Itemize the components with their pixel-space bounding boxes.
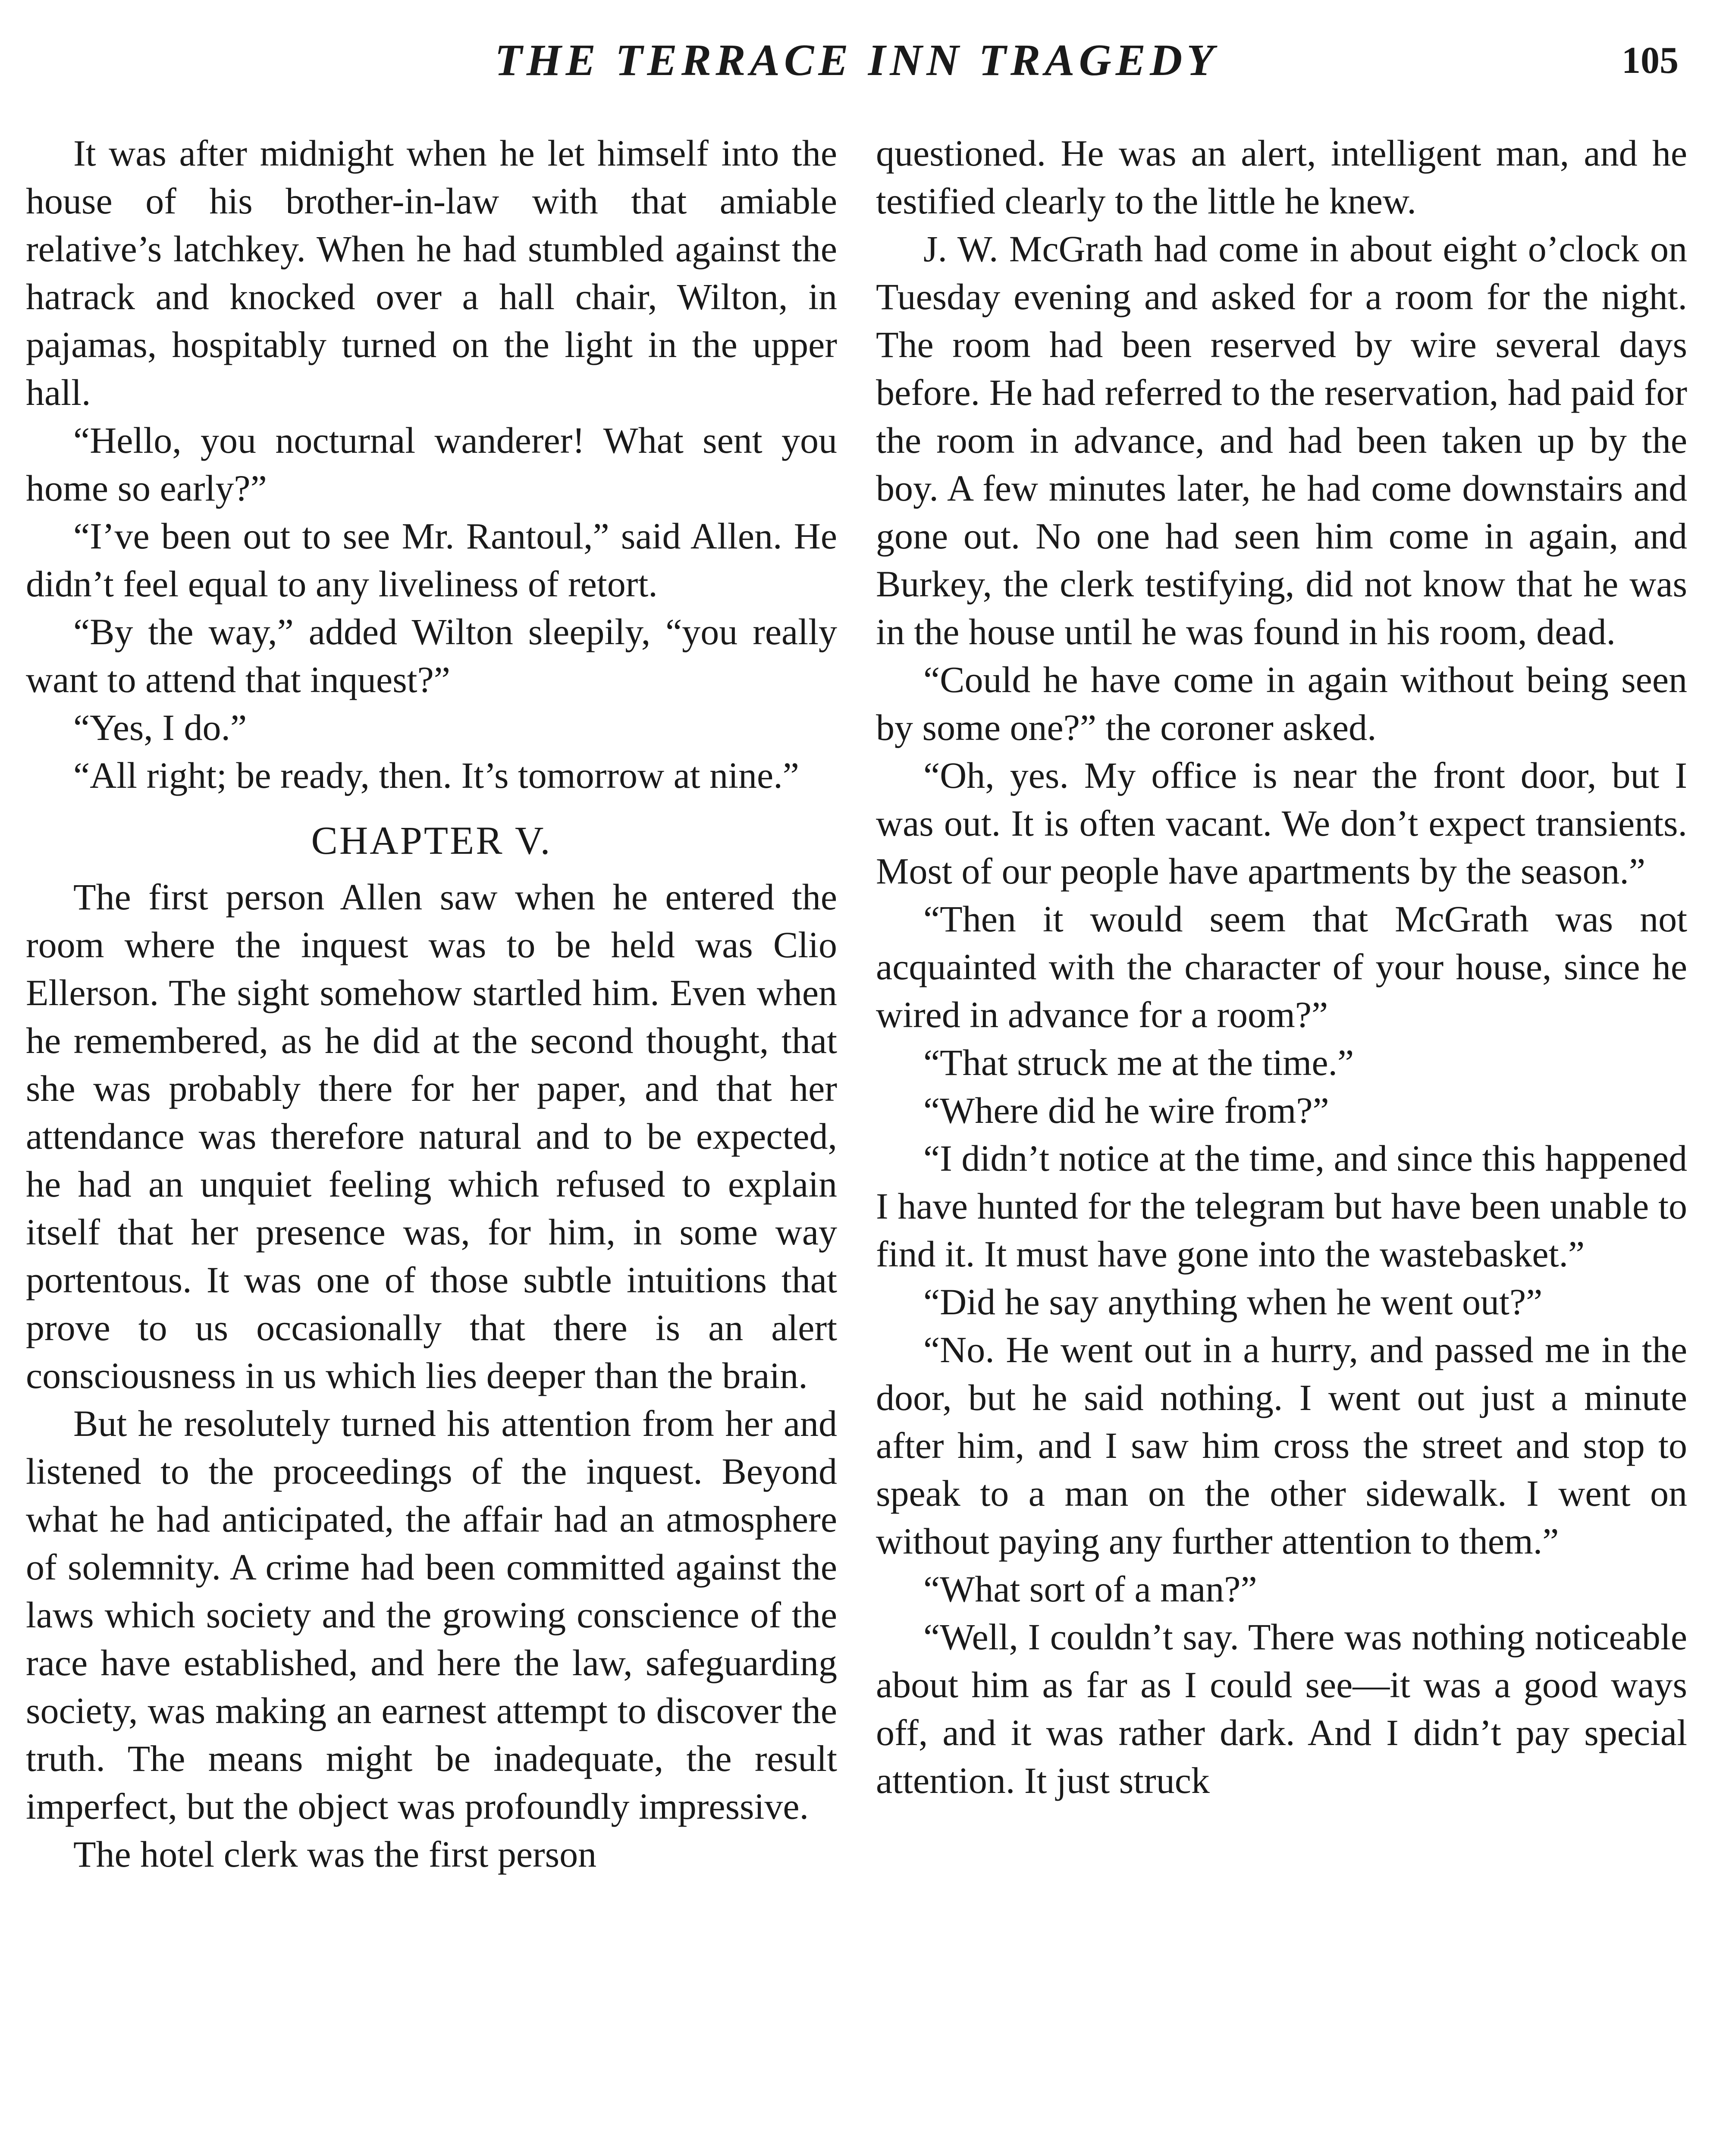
paragraph: “What sort of a man?” <box>923 1568 1257 1610</box>
running-head <box>26 26 1687 95</box>
paragraph: “Then it would seem that McGrath was not acquainted with the character of your house, since he wired in advance for a room?” <box>876 898 1687 1035</box>
page-number: 105 <box>1622 40 1679 81</box>
paragraph: “Could he have come in again without being seen by some one?” the coroner asked. <box>876 659 1687 748</box>
paragraph: But he resolutely turned his attention from her and listened to the proceedings of the inquest. Beyond what he had anticipated, the affair had an atmosphere of solemnity. A crime had been committed against the laws which society and the growing conscience of the race have established, and here the law, safeguarding society, was making an earnest attempt to discover the truth. The means might be inadequate, the result imperfect, but the object was profoundly impressive. <box>26 1403 837 1827</box>
chapter-heading: CHAPTER V. <box>311 818 552 862</box>
paragraph: J. W. McGrath had come in about eight o’clock on Tuesday evening and asked for a room for the night. The room had been reserved by wire several days before. He had referred to the reservation, had paid for the room in advance, and had been taken up by the boy. A few minutes later, he had come downstairs and gone out. No one had seen him come in again, and Burkey, the clerk testifying, did not know that he was in the house until he was found in his room, dead. <box>876 228 1687 652</box>
paragraph: “All right; be ready, then. It’s tomorrow at nine.” <box>73 755 799 796</box>
paragraph: “That struck me at the time.” <box>923 1042 1354 1083</box>
paragraph: “No. He went out in a hurry, and passed me in the door, but he said nothing. I went out just a minute after him, and I saw him cross the street and stop to speak to a man on the other sidewalk. I went on without paying any further attention to them.” <box>876 1329 1687 1562</box>
paragraph: “I’ve been out to see Mr. Rantoul,” said Allen. He didn’t feel equal to any liveliness of retort. <box>26 515 837 605</box>
paragraph: “Yes, I do.” <box>73 707 247 748</box>
paragraph-continuation: questioned. He was an alert, intelligent man, and he testified clearly to the little he knew. <box>876 132 1687 222</box>
paragraph: “I didn’t notice at the time, and since this happened I have hunted for the telegram but have been unable to find it. It must have gone into the wastebasket.” <box>876 1138 1687 1275</box>
paragraph: The hotel clerk was the first person <box>73 1833 597 1875</box>
paragraph: “Where did he wire from?” <box>923 1090 1329 1131</box>
paragraph: The first person Allen saw when he entered the room where the inquest was to be held was Clio Ellerson. The sight somehow startled him. Even when he remembered, as he did at the second thought, that she was probably there for her paper, and that her attendance was therefore natural and to be expected, he had an unquiet feeling which refused to explain itself that her presence was, for him, in some way portentous. It was one of those subtle intuitions that prove to us occasionally that there is an alert consciousness in us which lies deeper than the brain. <box>26 876 837 1396</box>
paragraph: It was after midnight when he let himself into the house of his brother-in-law with that amiable relative’s latchkey. When he had stumbled against the hatrack and knocked over a hall chair, Wilton, in pajamas, hospitably turned on the light in the upper hall. <box>26 132 837 413</box>
right-column <box>876 129 1687 2156</box>
left-column <box>26 129 837 2156</box>
running-title: THE TERRACE INN TRAGEDY <box>495 35 1218 85</box>
paragraph: “Hello, you nocturnal wanderer! What sent you home so early?” <box>26 420 837 509</box>
paragraph: “Well, I couldn’t say. There was nothing noticeable about him as far as I could see—it was a good ways off, and it was rather dark. And I didn’t pay special attention. It just struck <box>876 1616 1687 1801</box>
paragraph: “Oh, yes. My office is near the front door, but I was out. It is often vacant. We don’t expect transients. Most of our people have apartments by the season.” <box>876 755 1687 892</box>
text-columns <box>26 129 1687 2156</box>
paragraph: “By the way,” added Wilton sleepily, “you really want to attend that inquest?” <box>26 611 837 700</box>
paragraph: “Did he say anything when he went out?” <box>923 1281 1543 1322</box>
